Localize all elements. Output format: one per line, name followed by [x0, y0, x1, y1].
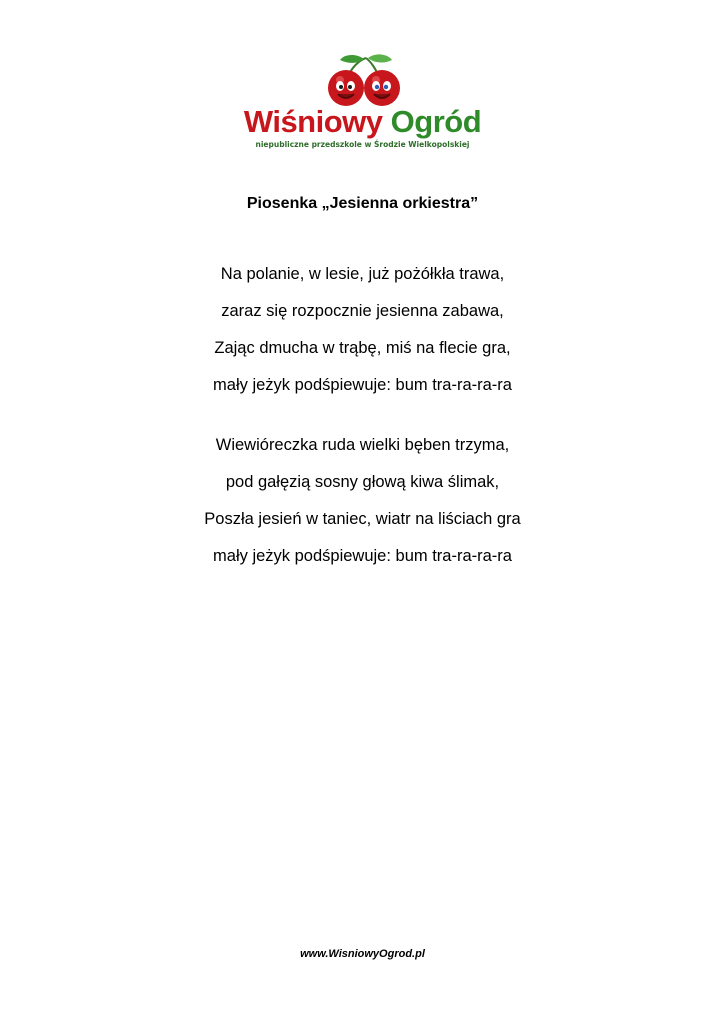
- logo: [0, 52, 725, 156]
- logo-tagline: niepubliczne przedszkole w Środzie Wielkopolskiej: [255, 140, 470, 149]
- lyric-line: Zając dmucha w trąbę, miś na flecie gra,: [214, 339, 511, 357]
- footer-website-link[interactable]: www.WisniowyOgrod.pl: [300, 948, 425, 960]
- logo-name-part1: Wiśniowy: [243, 104, 383, 139]
- lyric-line: mały jeżyk podśpiewuje: bum tra-ra-ra-ra: [213, 547, 512, 565]
- cherries-icon: [326, 52, 402, 108]
- song-title: Piosenka „Jesienna orkiestra”: [246, 195, 479, 212]
- lyric-line: mały jeżyk podśpiewuje: bum tra-ra-ra-ra: [213, 376, 512, 394]
- stanza: [0, 263, 725, 411]
- stanza: [0, 434, 725, 582]
- lyric-line: Wiewióreczka ruda wielki bęben trzyma,: [215, 436, 510, 454]
- logo-wordmark: [0, 104, 725, 140]
- lyric-line: Na polanie, w lesie, już pożółkła trawa,: [220, 265, 505, 283]
- lyric-line: pod gałęzią sosny głową kiwa ślimak,: [225, 473, 500, 491]
- lyric-line: Poszła jesień w taniec, wiatr na liściach gra: [204, 510, 521, 528]
- logo-name-part2: Ogród: [390, 104, 482, 139]
- lyric-line: zaraz się rozpocznie jesienna zabawa,: [221, 302, 504, 320]
